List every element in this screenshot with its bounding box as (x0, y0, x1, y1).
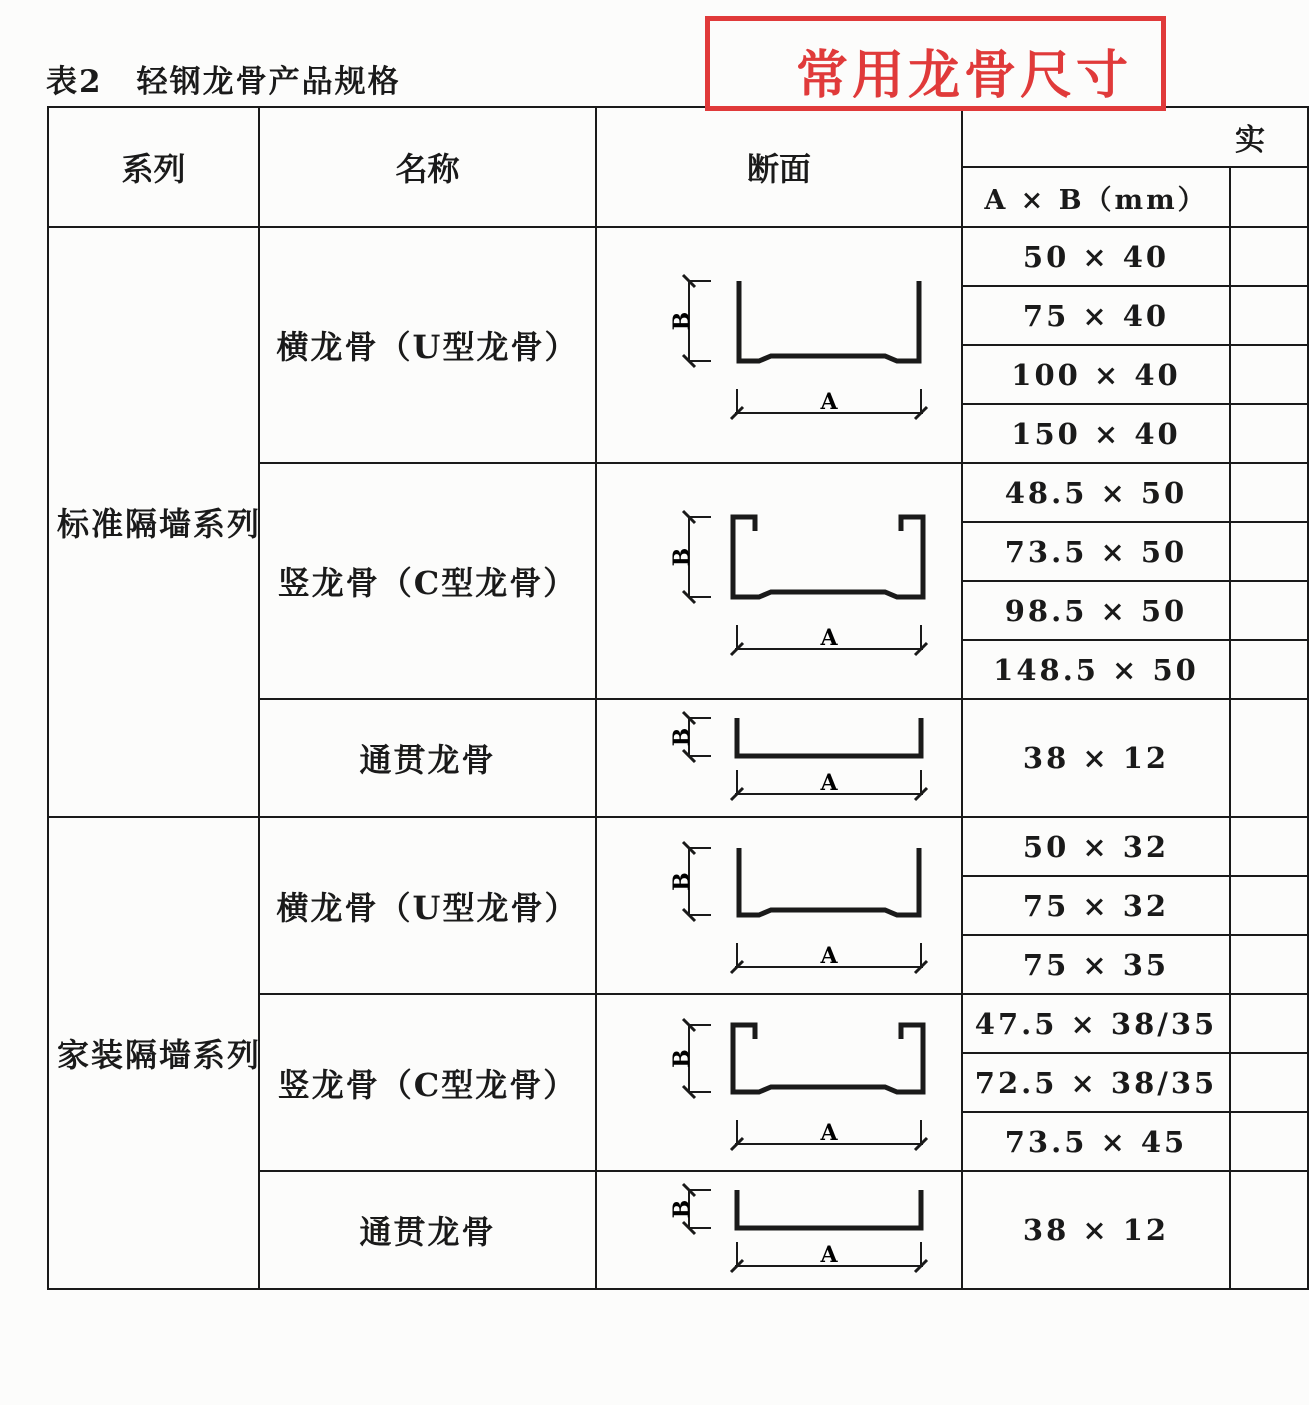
cut-off-cell (1230, 404, 1308, 463)
dimension-cell: 48.5 × 50 (962, 463, 1230, 522)
header-series: 系列 (48, 107, 259, 227)
section-cell (596, 1171, 962, 1289)
header-section: 断面 (596, 107, 962, 227)
flat-section-diagram (629, 1176, 929, 1284)
dimension-cell: 50 × 32 (962, 817, 1230, 876)
header-dim: A × B（mm） (962, 167, 1230, 227)
cut-off-cell (1230, 994, 1308, 1053)
dimension-cell: 73.5 × 50 (962, 522, 1230, 581)
highlight-stamp (705, 16, 1166, 111)
dimension-cell: 75 × 35 (962, 935, 1230, 994)
dimension-label-b: B (669, 1049, 695, 1068)
dimension-cell: 98.5 × 50 (962, 581, 1230, 640)
cut-off-cell (1230, 286, 1308, 345)
table-row (48, 227, 1308, 286)
cut-off-cell (1230, 1053, 1308, 1112)
profile-outline (739, 848, 919, 915)
header-group-cut: 实 (962, 107, 1308, 167)
series-cell: 家装隔墙系列 (48, 817, 259, 1289)
keel-name-cell: 竖龙骨（C型龙骨） (259, 463, 596, 699)
dimension-cell: 75 × 32 (962, 876, 1230, 935)
dimension-cell: 100 × 40 (962, 345, 1230, 404)
series-cell: 标准隔墙系列 (48, 227, 259, 817)
dimension-label-b: B (669, 872, 695, 891)
cut-off-cell (1230, 699, 1308, 817)
keel-name-cell: 横龙骨（U型龙骨） (259, 227, 596, 463)
cut-off-cell (1230, 345, 1308, 404)
keel-spec-table (47, 106, 1309, 1290)
u-section-diagram (629, 822, 929, 989)
dimension-cell: 72.5 × 38/35 (962, 1053, 1230, 1112)
cut-off-cell (1230, 640, 1308, 699)
section-cell (596, 463, 962, 699)
keel-name-cell: 竖龙骨（C型龙骨） (259, 994, 596, 1171)
section-cell (596, 699, 962, 817)
dimension-cell: 38 × 12 (962, 699, 1230, 817)
table-title: 轻钢龙骨产品规格 (136, 64, 401, 100)
dimension-label-a: A (820, 770, 838, 796)
cut-off-cell (1230, 463, 1308, 522)
profile-outline (739, 281, 919, 361)
table-number: 表2 (46, 64, 103, 100)
dimension-cell: 75 × 40 (962, 286, 1230, 345)
c-section-diagram (629, 999, 929, 1166)
dimension-cell: 50 × 40 (962, 227, 1230, 286)
dimension-label-a: A (820, 1120, 838, 1146)
cut-off-cell (1230, 1171, 1308, 1289)
keel-name-cell: 通贯龙骨 (259, 699, 596, 817)
c-section-diagram (629, 491, 929, 671)
profile-outline (733, 517, 923, 597)
dimension-label-a: A (820, 943, 838, 969)
cut-off-cell (1230, 817, 1308, 876)
profile-outline (737, 718, 921, 756)
stamp-text: 常用龙骨尺寸 (796, 46, 1133, 106)
dimension-cell: 148.5 × 50 (962, 640, 1230, 699)
flat-section-diagram (629, 704, 929, 812)
cut-off-cell (1230, 227, 1308, 286)
profile-outline (737, 1190, 921, 1228)
dimension-cell: 38 × 12 (962, 1171, 1230, 1289)
cut-off-cell (1230, 522, 1308, 581)
dimension-label-b: B (669, 547, 695, 567)
table-caption (46, 56, 401, 101)
dimension-label-b: B (669, 311, 695, 331)
header-name: 名称 (259, 107, 596, 227)
keel-name-cell: 通贯龙骨 (259, 1171, 596, 1289)
keel-name-cell: 横龙骨（U型龙骨） (259, 817, 596, 994)
cut-off-cell (1230, 935, 1308, 994)
header-row-top (48, 107, 1308, 167)
dimension-cell: 150 × 40 (962, 404, 1230, 463)
profile-outline (733, 1025, 923, 1092)
dimension-label-b: B (669, 1199, 695, 1219)
dimension-cell: 73.5 × 45 (962, 1112, 1230, 1171)
u-section-diagram (629, 255, 929, 435)
section-cell (596, 227, 962, 463)
section-cell (596, 994, 962, 1171)
dimension-label-a: A (820, 389, 838, 415)
dimension-cell: 47.5 × 38/35 (962, 994, 1230, 1053)
cut-off-cell (1230, 1112, 1308, 1171)
cut-off-cell (1230, 876, 1308, 935)
cut-off-cell (1230, 581, 1308, 640)
dimension-label-a: A (820, 1242, 838, 1268)
table-row (48, 817, 1308, 876)
dimension-label-b: B (669, 727, 695, 747)
section-cell (596, 817, 962, 994)
header-dim-cut (1230, 167, 1308, 227)
dimension-label-a: A (820, 625, 838, 651)
